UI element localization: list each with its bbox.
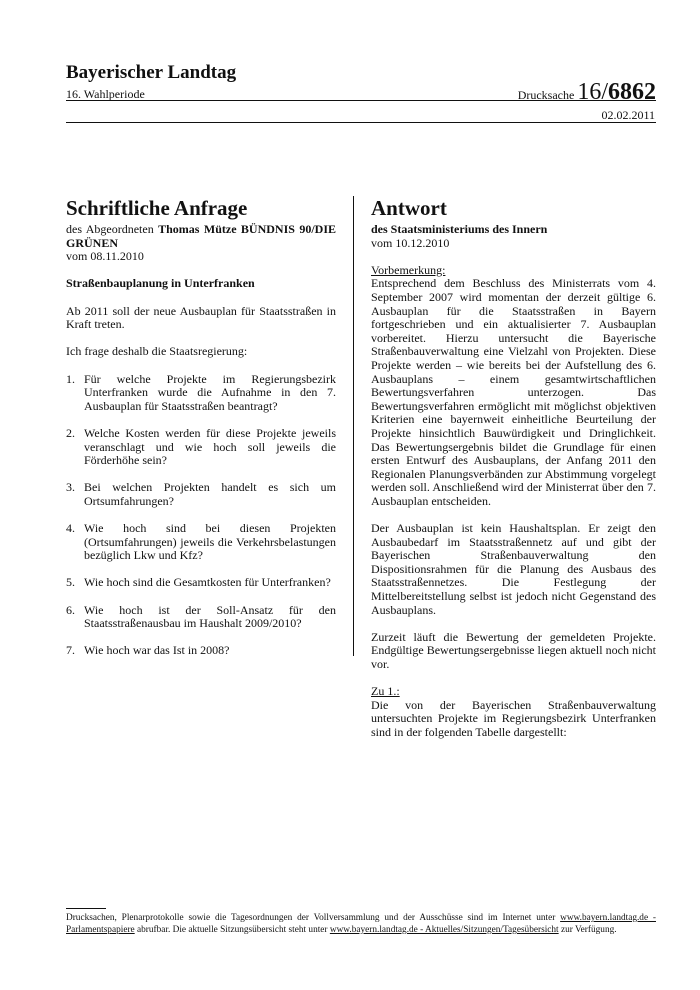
legislative-period: 16. Wahlperiode <box>66 87 145 101</box>
list-item: 5. Wie hoch sind die Gesamtkosten für Unterfranken? <box>66 575 331 590</box>
question-column <box>66 196 336 672</box>
drucksache-prefix: 16/ <box>577 79 608 105</box>
answer-paragraph-3: Zurzeit läuft die Bewertung der gemeldeten Projekte. Endgültige Bewertungsergebnisse liegen aktuell noch nicht vor. <box>371 629 656 671</box>
byline-prefix: des Abgeordneten <box>66 222 154 236</box>
document-header <box>66 62 656 105</box>
header-rule-top <box>66 100 656 101</box>
footnote <box>66 912 656 936</box>
publication-date: 02.02.2011 <box>601 108 655 122</box>
footnote-text: abrufbar. Die aktuelle Sitzungsübersicht steht unter <box>134 925 330 935</box>
drucksache-label: Drucksache <box>517 88 575 102</box>
list-item: 3. Bei welchen Projekten handelt es sich um Ortsumfahrungen? <box>66 480 336 508</box>
footnote-text: zur Verfügung. <box>558 925 617 935</box>
question-byline <box>66 223 336 250</box>
preliminary-remark-label: Vorbemerkung: <box>371 262 446 277</box>
answer-title: Antwort <box>371 196 447 220</box>
footnote-rule <box>66 908 106 909</box>
answer-ministry: des Staatsministeriums des Innern <box>371 222 548 236</box>
answer-paragraph-1: Entsprechend dem Beschluss des Ministerrats vom 4. September 2007 wird momentan der derzeit gültige 6. Ausbauplan für die Staatsstraßen in Bayern fortgeschrieben und ein aktualisierter 7. Ausbauplan vorbereitet. Hierzu untersucht die Bayerische Straßenbauverwaltung eine Vielzahl von Projekten. Diese Projekte werden – wie bereits bei der Aufstellung des 6. Ausbauplans – einem gesamtwirtschaftlichen Bewertungsverfahren unterzogen. Das Bewertungsverfahren ermöglicht mit möglichst objektiven Kriterien eine bayernweit einheitliche Beurteilung der Projekte hinsichtlich Bauwürdigkeit und Dringlichkeit. Das Bewertungsergebnis bildet die Grundlage für einen ersten Entwurf des Ausbauplans, der Anfang 2011 den Regionalen Planungsverbänden zur Abstimmung vorgelegt werden soll. Anschließend wird der Ministerrat über den 7. Ausbauplan entscheiden. <box>371 276 656 508</box>
answer-paragraph-2: Der Ausbauplan ist kein Haushaltsplan. Er zeigt den Ausbaubedarf im Staatsstraßennetz auf und gibt der Bayerischen Straßenbauverwaltung den Dispositionsrahmen für die Planung des Ausbaus des Staatsstraßennetzes. Die Festlegung der Mittelbereitstellung selbst ist jedoch nicht Gegenstand des Ausbauplans. <box>371 521 656 617</box>
session-overview-link[interactable]: www.bayern.landtag.de - Aktuelles/Sitzungen/Tagesübersicht <box>329 925 559 935</box>
question-subject: Straßenbauplanung in Unterfranken <box>66 276 255 291</box>
question-date: vom 08.11.2010 <box>66 249 144 264</box>
list-item: 2. Welche Kosten werden für diese Projekte jeweils veranschlagt und wie hoch soll jeweils die Förderhöhe sein? <box>66 425 336 468</box>
list-item: 6. Wie hoch ist der Soll-Ansatz für den Staatsstraßenausbau im Haushalt 2009/2010? <box>66 602 336 631</box>
header-rule-bottom <box>66 122 656 123</box>
question-list <box>66 373 336 658</box>
column-divider <box>353 196 354 656</box>
drucksache-id: 6862 <box>608 79 656 105</box>
answer-column <box>371 196 656 740</box>
list-item: 4. Wie hoch sind bei diesen Projekten (Ortsumfahrungen) jeweils die Verkehrsbelastungen bezüglich Lkw und Kfz? <box>66 521 336 563</box>
question-ask: Ich frage deshalb die Staatsregierung: <box>66 344 248 359</box>
question-intro: Ab 2011 soll der neue Ausbauplan für Staatsstraßen in Kraft treten. <box>66 303 336 332</box>
footnote-text: Drucksachen, Plenarprotokolle sowie die Tagesordnungen der Vollversammlung und der Ausschüsse sind im Internet unter <box>66 913 561 923</box>
list-item: 1. Für welche Projekte im Regierungsbezirk Unterfranken wurde die Aufnahme in den 7. Ausbauplan für Staatsstraßen beantragt? <box>66 371 336 413</box>
parliament-name: Bayerischer Landtag <box>66 62 237 83</box>
author-name: Thomas Mütze BÜNDNIS 90/DIE GRÜNEN <box>66 222 337 250</box>
parliament-papers-link[interactable]: www.bayern.landtag.de - Parlamentspapiere <box>66 913 656 935</box>
answer-paragraph-4: Die von der Bayerischen Straßenbauverwaltung untersuchten Projekte im Regierungsbezirk Unterfranken sind in der folgenden Tabelle dargestellt: <box>371 697 656 739</box>
question-title: Schriftliche Anfrage <box>66 196 248 220</box>
answer-1-label: Zu 1.: <box>371 684 400 699</box>
answer-date: vom 10.12.2010 <box>371 235 450 250</box>
list-item: 7. Wie hoch war das Ist in 2008? <box>66 643 230 658</box>
